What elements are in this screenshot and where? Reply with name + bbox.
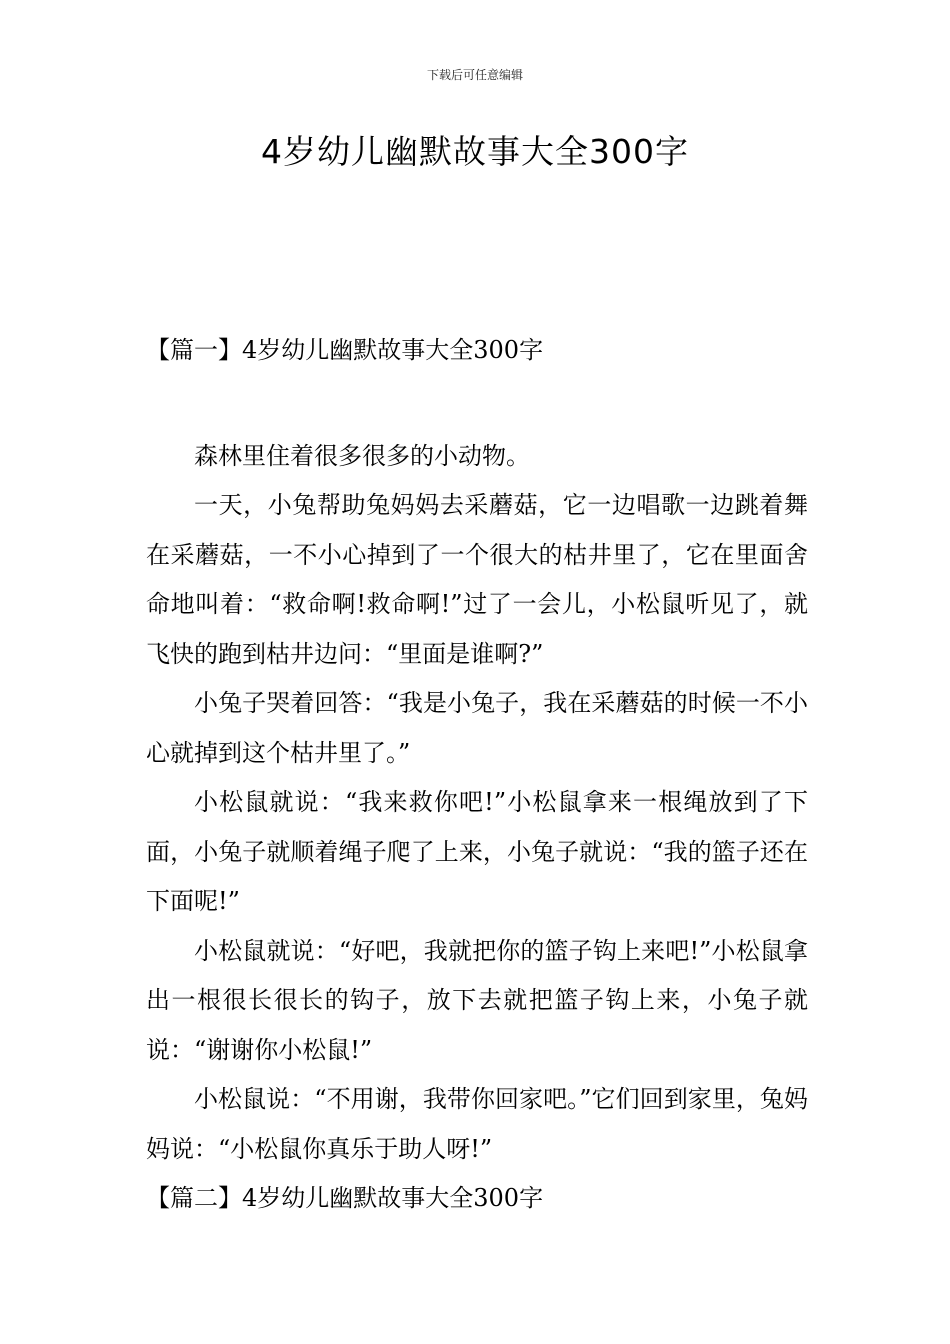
section-heading-1: 【篇一】4岁幼儿幽默故事大全300字 [146,336,544,364]
paragraph: 小松鼠就说：“我来救你吧!”小松鼠拿来一根绳放到了下面，小兔子就顺着绳子爬了上来，小兔子就说：“我的篮子还在下面呢!” [146,788,808,915]
document-body [146,326,808,1224]
paragraph: 一天，小兔帮助兔妈妈去采蘑菇，它一边唱歌一边跳着舞在采蘑菇，一不小心掉到了一个很大的枯井里了，它在里面舍命地叫着：“救命啊!救命啊!”过了一会儿，小松鼠听见了，就飞快的跑到枯井边问：“里面是谁啊?” [146,491,808,668]
paragraph: 森林里住着很多很多的小动物。 [194,441,530,470]
paragraph: 小松鼠就说：“好吧，我就把你的篮子钩上来吧!”小松鼠拿出一根很长很长的钩子，放下去就把篮子钩上来，小兔子就说：“谢谢你小松鼠!” [146,936,808,1064]
section-heading-2: 【篇二】4岁幼儿幽默故事大全300字 [146,1184,544,1212]
header-note: 下载后可任意编辑 [426,68,523,82]
section-spacer [146,376,808,432]
paragraph: 小松鼠说：“不用谢，我带你回家吧。”它们回到家里，兔妈妈说：“小松鼠你真乐于助人呀!” [146,1085,808,1163]
document-title: 4岁幼儿幽默故事大全300字 [261,132,689,171]
paragraph: 小兔子哭着回答：“我是小兔子，我在采蘑菇的时候一不小心就掉到这个枯井里了。” [146,689,808,767]
